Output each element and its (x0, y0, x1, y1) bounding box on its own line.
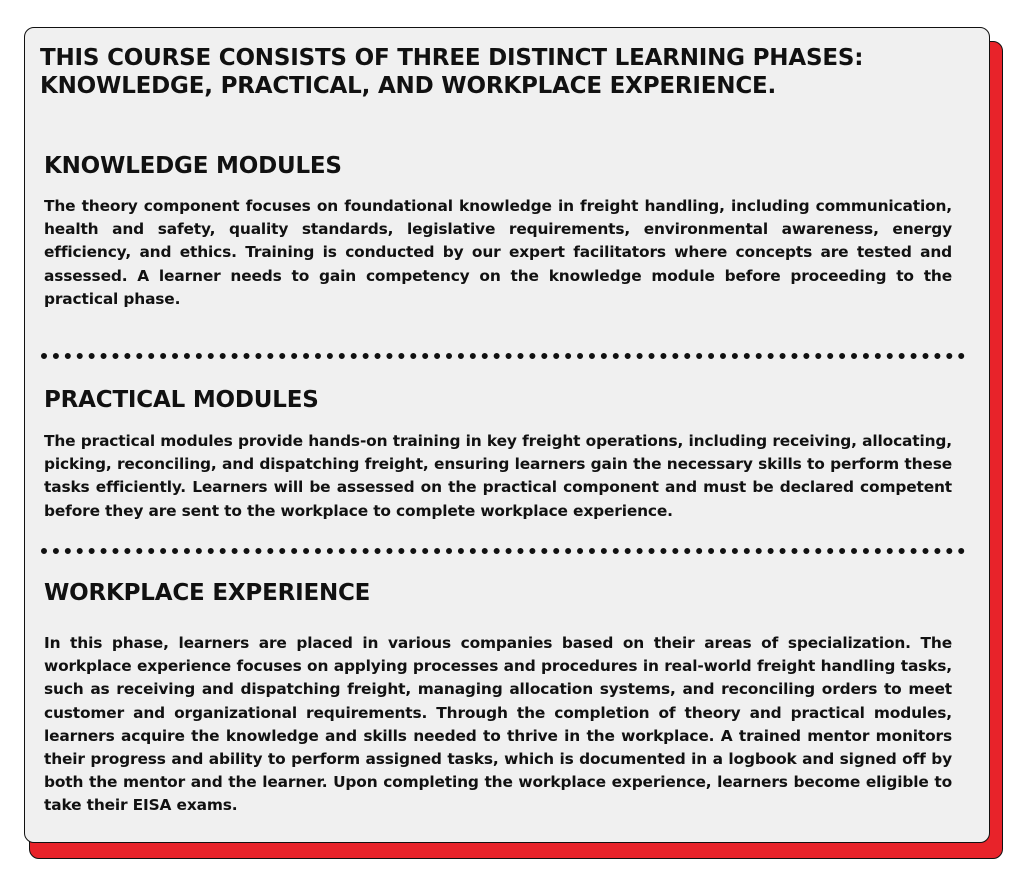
course-phases-card (24, 27, 990, 843)
section-divider (41, 548, 965, 554)
workplace-experience-heading: WORKPLACE EXPERIENCE (44, 580, 371, 606)
practical-modules-heading: PRACTICAL MODULES (44, 387, 319, 413)
practical-modules-text: The practical modules provide hands-on training in key freight operations, including receiving, allocating, picking, reconciling, and dispatching freight, ensuring learners gain the necessary skills to perform these tasks efficiently. Learners will be assessed on the practical component and must be declared competent before they are sent to the workplace to complete workplace experience. (44, 432, 952, 520)
section-divider (41, 353, 965, 359)
page-title: THIS COURSE CONSISTS OF THREE DISTINCT LEARNING PHASES: KNOWLEDGE, PRACTICAL, AND WORKPLACE EXPERIENCE. (40, 45, 864, 99)
knowledge-modules-text: The theory component focuses on foundational knowledge in freight handling, including communication, health and safety, quality standards, legislative requirements, environmental awareness, energy efficiency, and ethics. Training is conducted by our expert facilitators where concepts are tested and assessed. A learner needs to gain competency on the knowledge module before proceeding to the practical phase. (44, 197, 952, 308)
workplace-experience-text: In this phase, learners are placed in various companies based on their areas of specialization. The workplace experience focuses on applying processes and procedures in real-world freight handling tasks, such as receiving and dispatching freight, managing allocation systems, and reconciling orders to meet customer and organizational requirements. Through the completion of theory and practical modules, learners acquire the knowledge and skills needed to thrive in the workplace. A trained mentor monitors their progress and ability to perform assigned tasks, which is documented in a logbook and signed off by both the mentor and the learner. Upon completing the workplace experience, learners become eligible to take their EISA exams. (44, 634, 952, 815)
knowledge-modules-heading: KNOWLEDGE MODULES (44, 153, 342, 179)
